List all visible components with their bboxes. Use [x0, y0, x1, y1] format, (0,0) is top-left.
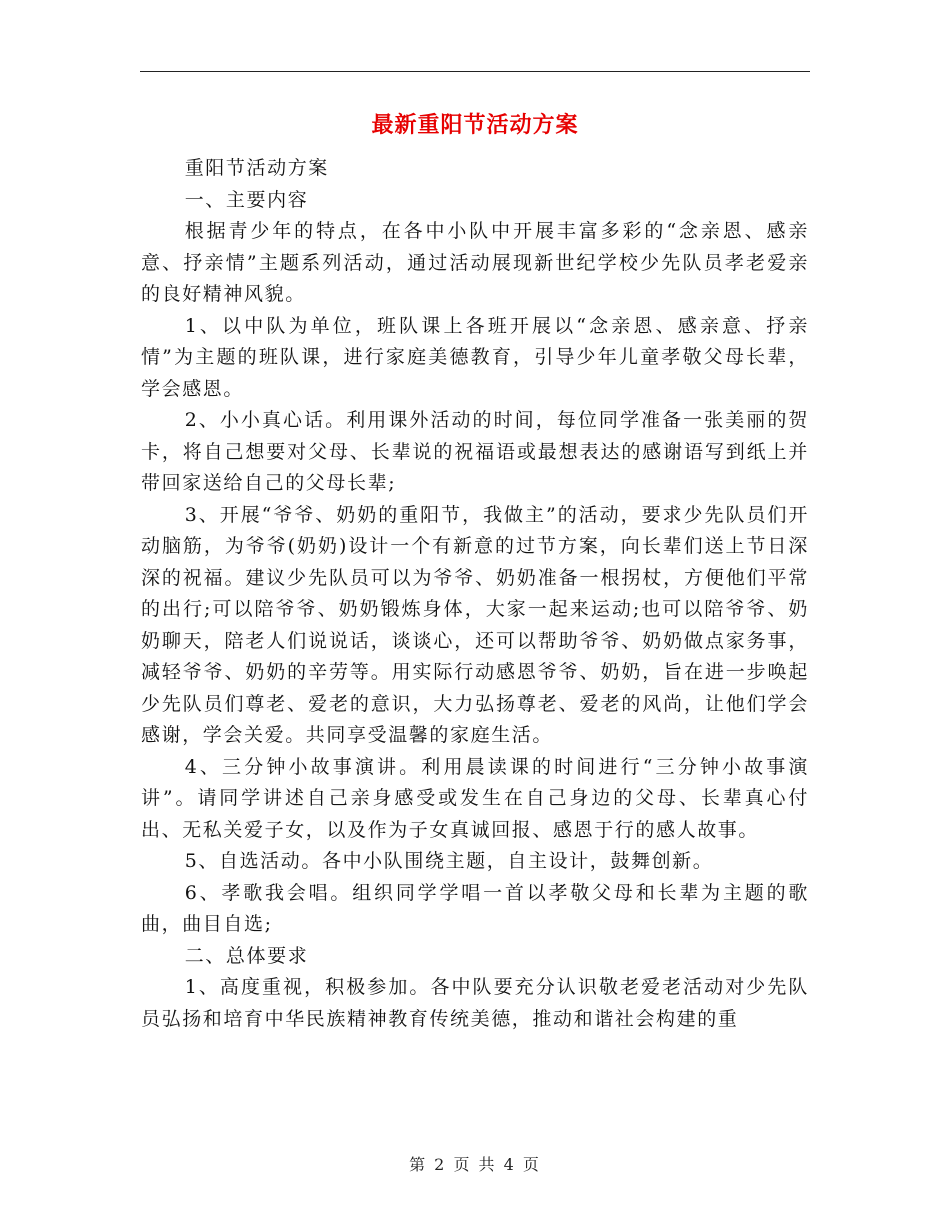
- list-item-1: 1、以中队为单位，班队课上各班开展以“念亲恩、感亲意、抒亲情”为主题的班队课，进行家庭美德教育，引导少年儿童孝敬父母长辈，学会感恩。: [141, 314, 809, 400]
- requirement-item-1: 1、高度重视，积极参加。各中队要充分认识敬老爱老活动对少先队员弘扬和培育中华民族精神教育传统美德，推动和谐社会构建的重: [141, 976, 809, 1030]
- list-item-4: 4、三分钟小故事演讲。利用晨读课的时间进行“三分钟小故事演讲”。请同学讲述自己亲身感受或发生在自己身边的父母、长辈真心付出、无私关爱子女，以及作为子女真诚回报、感恩于行的感人故事。: [141, 755, 809, 841]
- list-item-3: 3、开展“爷爷、奶奶的重阳节，我做主”的活动，要求少先队员们开动脑筋，为爷爷(奶奶)设计一个有新意的过节方案，向长辈们送上节日深深的祝福。建议少先队员可以为爷爷、奶奶准备一根拐杖，方便他们平常的出行;可以陪爷爷、奶奶锻炼身体，大家一起来运动;也可以陪爷爷、奶奶聊天，陪老人们说说话，谈谈心，还可以帮助爷爷、奶奶做点家务事，减轻爷爷、奶奶的辛劳等。用实际行动感恩爷爷、奶奶，旨在进一步唤起少先队员们尊老、爱老的意识，大力弘扬尊老、爱老的风尚，让他们学会感谢，学会关爱。共同享受温馨的家庭生活。: [141, 503, 809, 746]
- list-item-5: 5、自选活动。各中小队围绕主题，自主设计，鼓舞创新。: [184, 850, 714, 872]
- section-heading-main-content: 一、主要内容: [184, 188, 309, 211]
- list-item-6: 6、孝歌我会唱。组织同学学唱一首以孝敬父母和长辈为主题的歌曲，曲目自选;: [141, 881, 809, 935]
- list-item-2: 2、小小真心话。利用课外活动的时间，每位同学准备一张美丽的贺卡，将自己想要对父母、长辈说的祝福语或最想表达的感谢语写到纸上并带回家送给自己的父母长辈;: [141, 409, 809, 494]
- document-body: [141, 153, 809, 1035]
- page-number-footer: 第 2 页 共 4 页: [409, 1155, 541, 1174]
- section-heading-requirements: 二、总体要求: [184, 944, 309, 967]
- header-rule: [140, 71, 810, 72]
- paragraph-subtitle: 重阳节活动方案: [184, 157, 329, 179]
- document-title: 最新重阳节活动方案: [371, 112, 579, 138]
- paragraph-intro: 根据青少年的特点，在各中小队中开展丰富多彩的“念亲恩、感亲意、抒亲情”主题系列活动，通过活动展现新世纪学校少先队员孝老爱亲的良好精神风貌。: [141, 220, 809, 305]
